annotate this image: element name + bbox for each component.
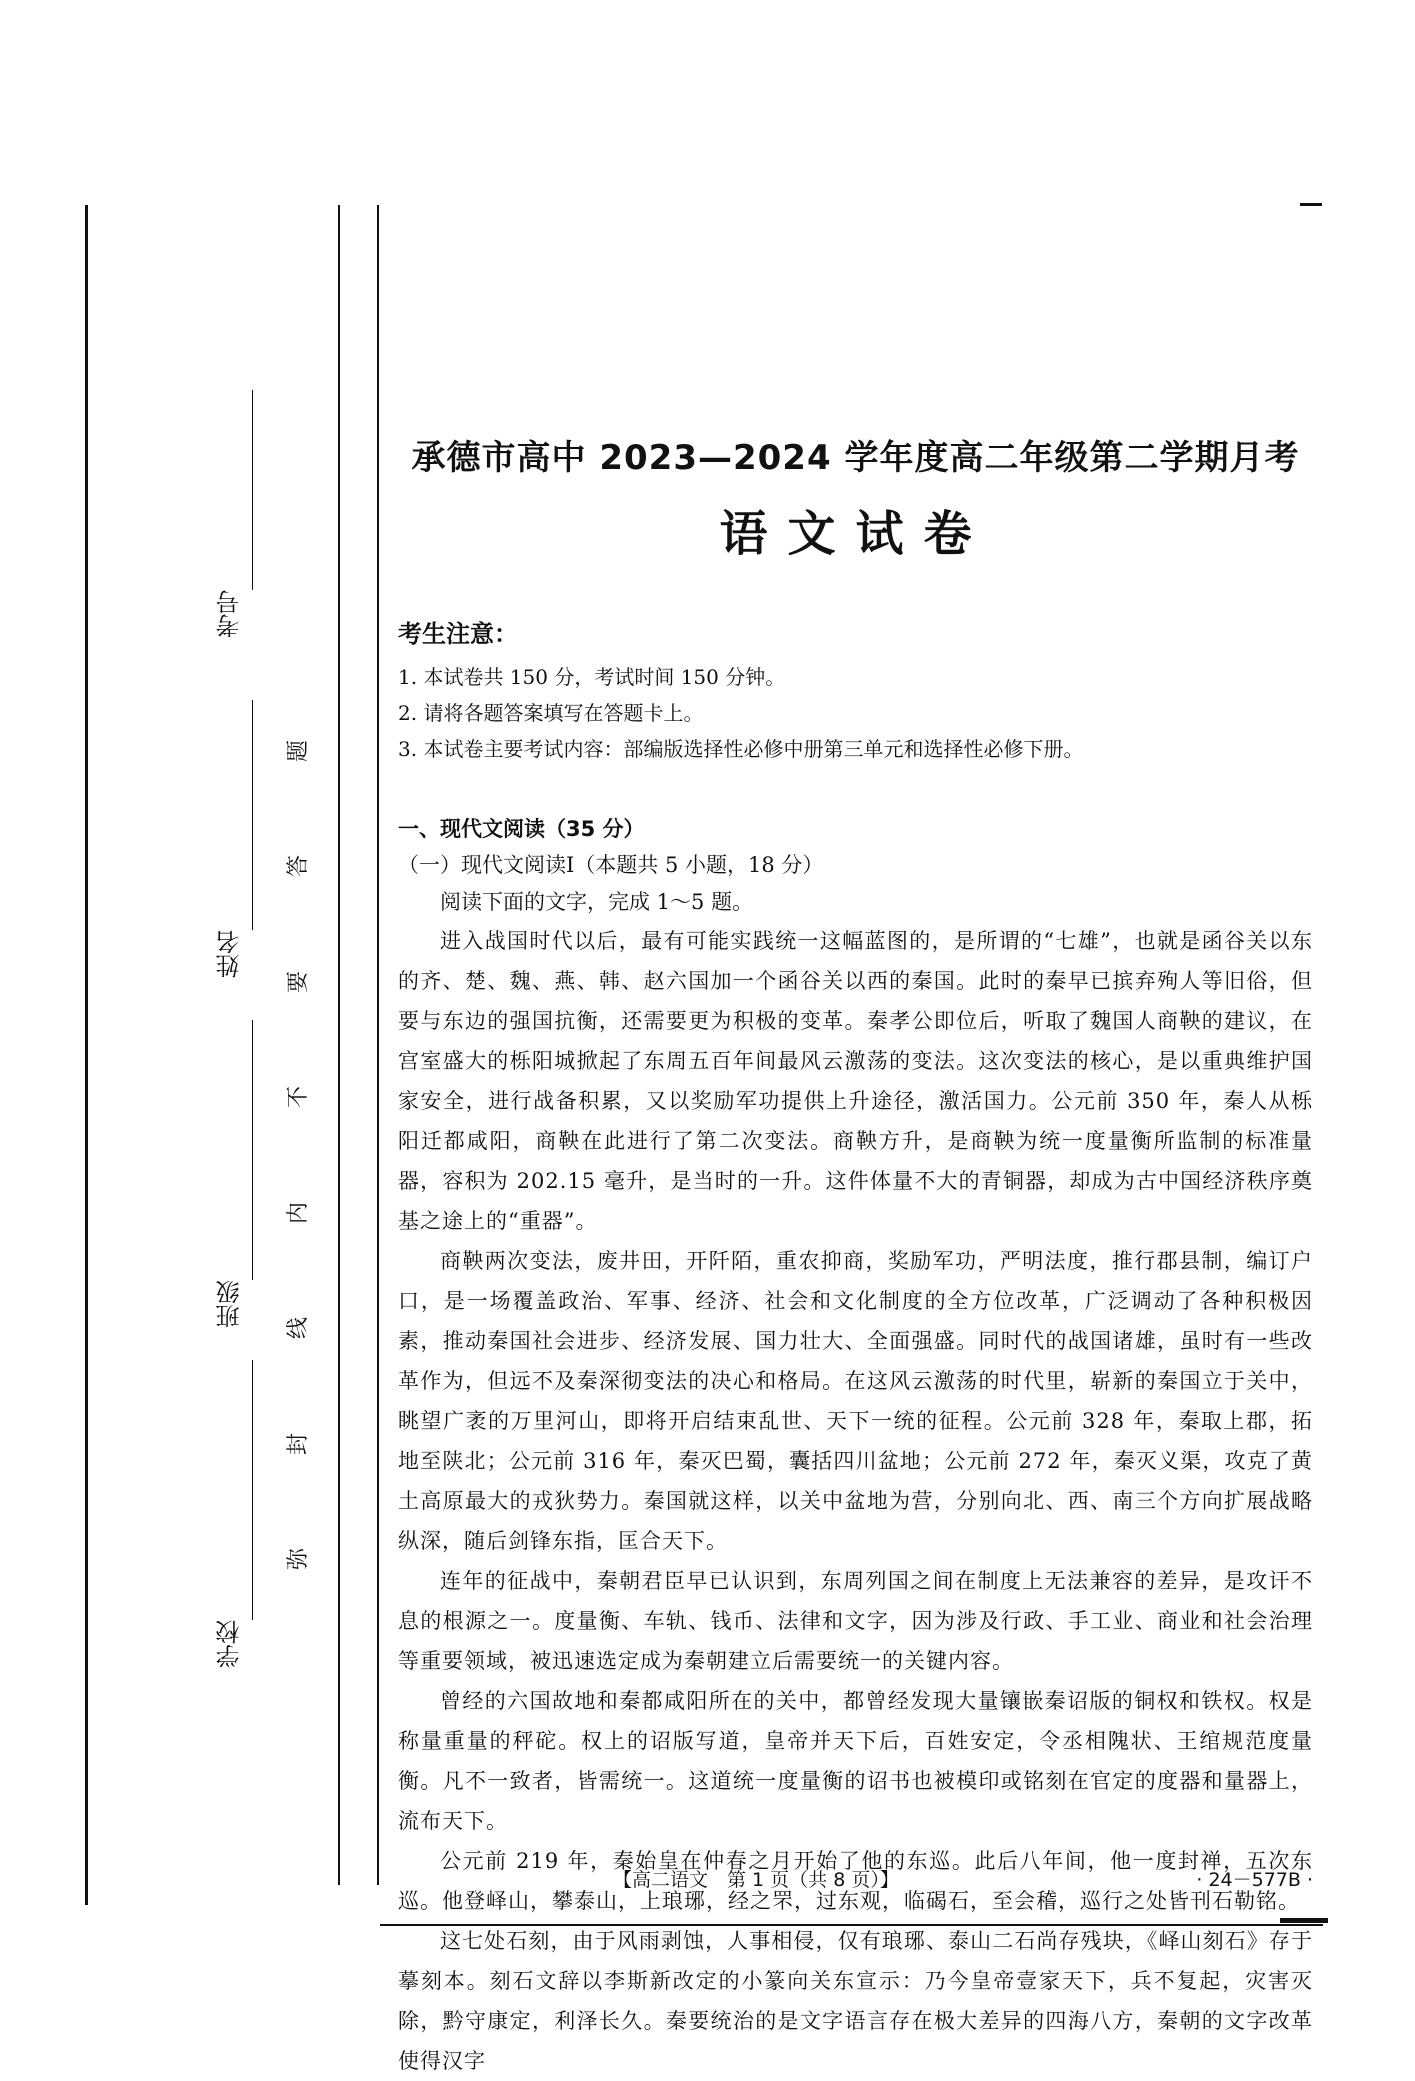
school-field[interactable] xyxy=(212,1620,252,1710)
bottom-rule xyxy=(380,1924,1323,1926)
page-footer xyxy=(398,1865,1313,1895)
name-field[interactable] xyxy=(212,930,252,1020)
margin-line-outer xyxy=(85,205,88,1905)
paper-code: · 24－577B · xyxy=(1196,1869,1313,1891)
class-field[interactable] xyxy=(212,1280,252,1370)
bottom-rule-mark xyxy=(1280,1918,1328,1923)
class-blank[interactable] xyxy=(252,1020,253,1280)
notice-item: 3. 本试卷主要考试内容：部编版选择性必修中册第三单元和选择性必修下册。 xyxy=(398,737,1084,761)
class-label: 班级 xyxy=(216,1280,244,1328)
notice-heading: 考生注意： xyxy=(398,620,518,648)
seal-char: 要 xyxy=(285,970,311,993)
seal-char: 线 xyxy=(285,1317,311,1340)
reading-instruction: 阅读下面的文字，完成 1～5 题。 xyxy=(440,890,754,914)
passage-paragraph: 公元前 219 年，秦始皇在仲春之月开始了他的东巡。此后八年间，他一度封禅，五次东巡。他登峄山，攀泰山，上琅琊，经之罘，过东观，临碣石，至会稽，巡行之处皆刊石勒铭。 xyxy=(398,1849,1313,1913)
margin-line-seal-right xyxy=(377,205,379,1885)
exam-number-blank[interactable] xyxy=(252,390,253,590)
passage-paragraph: 曾经的六国故地和秦都咸阳所在的关中，都曾经发现大量镶嵌秦诏版的铜权和铁权。权是称量重量的秤砣。权上的诏版写道，皇帝并天下后，百姓安定，令丞相隗状、王绾规范度量衡。凡不一致者，皆需统一。这道统一度量衡的诏书也被模印或铭刻在官定的度器和量器上，流布天下。 xyxy=(398,1689,1313,1833)
margin-line-seal-left xyxy=(338,205,340,1885)
seal-line-notice xyxy=(282,740,316,1570)
corner-mark xyxy=(1300,203,1322,206)
candidate-notice xyxy=(398,614,1313,767)
passage-paragraph: 连年的征战中，秦朝君臣早已认识到，东周列国之间在制度上无法兼容的差异，是攻讦不息的根源之一。度量衡、车轨、钱币、法律和文字，因为涉及行政、手工业、商业和社会治理等重要领域，被迅速选定成为秦朝建立后需要统一的关键内容。 xyxy=(398,1569,1313,1673)
seal-char: 弥 xyxy=(285,1547,311,1570)
school-blank[interactable] xyxy=(252,1360,253,1620)
section-subheading: （一）现代文阅读Ⅰ（本题共 5 小题，18 分） xyxy=(398,853,824,877)
notice-item: 1. 本试卷共 150 分，考试时间 150 分钟。 xyxy=(398,665,786,689)
exam-number-field[interactable] xyxy=(212,590,252,680)
section-heading: 一、现代文阅读（35 分） xyxy=(398,817,645,841)
exam-subtitle: 语文试卷 xyxy=(719,506,992,562)
exam-content xyxy=(398,430,1313,2081)
school-label: 学校 xyxy=(216,1620,244,1668)
passage-paragraph: 商鞅两次变法，废井田，开阡陌，重农抑商，奖励军功，严明法度，推行郡县制，编订户口，是一场覆盖政治、军事、经济、社会和文化制度的全方位改革，广泛调动了各种积极因素，推动秦国社会进步、经济发展、国力壮大、全面强盛。同时代的战国诸雄，虽时有一些改革作为，但远不及秦深彻变法的决心和格局。在这风云激荡的时代里，崭新的秦国立于关中，眺望广袤的万里河山，即将开启结束乱世、天下一统的征程。公元前 328 年，秦取上郡，拓地至陕北；公元前 316 年，秦灭巴蜀，囊括四川盆地；公元前 272 年，秦灭义渠，攻克了黄土高原最大的戎狄势力。秦国就这样，以关中盆地为营，分别向北、西、南三个方向扩展战略纵深，随后剑锋东指，匡合天下。 xyxy=(398,1249,1313,1553)
exam-title: 承德市高中 2023—2024 学年度高二年级第二学期月考 xyxy=(411,438,1300,478)
passage-paragraph: 进入战国时代以后，最有可能实践统一这幅蓝图的，是所谓的“七雄”，也就是函谷关以东的齐、楚、魏、燕、韩、赵六国加一个函谷关以西的秦国。此时的秦早已摈弃殉人等旧俗，但要与东边的强国抗衡，还需要更为积极的变革。秦孝公即位后，听取了魏国人商鞅的建议，在宫室盛大的栎阳城掀起了东周五百年间最风云激荡的变法。这次变法的核心，是以重典维护国家安全，进行战备积累，又以奖励军功提供上升途径，激活国力。公元前 350 年，秦人从栎阳迁都咸阳，商鞅在此进行了第二次变法。商鞅方升，是商鞅为统一度量衡所监制的标准量器，容积为 202.15 毫升，是当时的一升。这件体量不大的青铜器，却成为古中国经济秩序奠基之途上的“重器”。 xyxy=(398,929,1313,1233)
exam-number-label: 考号 xyxy=(216,590,244,638)
passage-paragraph: 这七处石刻，由于风雨剥蚀，人事相侵，仅有琅琊、泰山二石尚存残块，《峄山刻石》存于摹刻本。刻石文辞以李斯新改定的小篆向关东宣示：乃今皇帝壹家天下，兵不复起，灾害灭除，黔守康定，利泽长久。秦要统治的是文字语言存在极大差异的四海八方，秦朝的文字改革使得汉字 xyxy=(398,1929,1313,2073)
seal-char: 内 xyxy=(285,1201,311,1224)
seal-char: 题 xyxy=(285,739,311,763)
seal-char: 封 xyxy=(285,1432,311,1455)
seal-char: 不 xyxy=(285,1086,311,1109)
page-number-label: 【高二语文 第 1 页（共 8 页）】 xyxy=(613,1869,899,1891)
seal-char: 答 xyxy=(285,855,311,878)
name-label: 姓名 xyxy=(216,930,244,978)
name-blank[interactable] xyxy=(252,700,253,930)
notice-item: 2. 请将各题答案填写在答题卡上。 xyxy=(398,701,704,725)
